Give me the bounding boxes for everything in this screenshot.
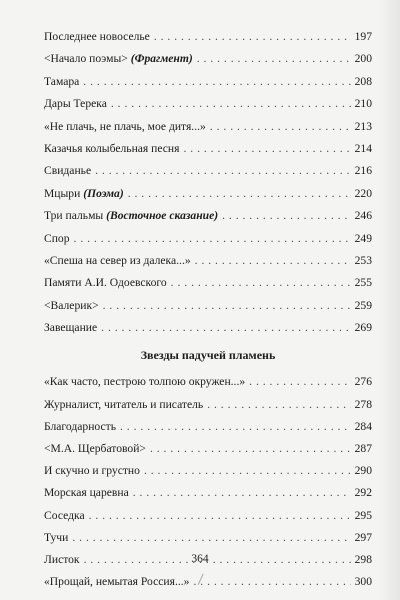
toc-entry-title bbox=[44, 460, 140, 482]
toc-entry-title-text: Казачья колыбельная песня bbox=[44, 141, 180, 155]
toc-entry-title-text: <Начало поэмы> bbox=[44, 52, 131, 66]
toc-entry-title-text: Тамара bbox=[44, 74, 80, 88]
toc-entry-title bbox=[44, 438, 146, 460]
toc-entry-page: 287 bbox=[354, 442, 372, 456]
toc-entry bbox=[44, 527, 372, 549]
dot-leader bbox=[83, 71, 350, 93]
toc-entry-page: 253 bbox=[354, 253, 372, 267]
dot-leader bbox=[111, 93, 351, 115]
toc-entry-title bbox=[44, 250, 191, 272]
toc-entry bbox=[44, 394, 372, 416]
toc-entry-title-text: <М.А. Щербатовой> bbox=[44, 442, 146, 456]
toc-entry-title bbox=[44, 416, 116, 438]
toc-entry-title-text: Морская царевна bbox=[44, 486, 129, 500]
toc-entry bbox=[44, 138, 372, 160]
toc-entry-title-text: Тучи bbox=[44, 530, 69, 544]
dot-leader bbox=[133, 482, 351, 504]
toc-entry bbox=[44, 505, 372, 527]
toc-entry-page: 295 bbox=[354, 508, 372, 522]
dot-leader bbox=[103, 295, 351, 317]
dot-leader bbox=[197, 48, 351, 70]
dot-leader bbox=[89, 505, 351, 527]
dot-leader bbox=[144, 460, 351, 482]
dot-leader bbox=[207, 394, 350, 416]
dot-leader bbox=[150, 438, 351, 460]
toc-entry bbox=[44, 438, 372, 460]
toc-entry-title-text: «Прощай, немытая Россия...» bbox=[44, 575, 190, 589]
page-edge-shadow bbox=[378, 0, 400, 600]
toc-entry-title-text: Журналист, читатель и писатель bbox=[44, 397, 204, 411]
toc-entry-title bbox=[44, 571, 189, 593]
toc-entry-page: 284 bbox=[354, 419, 372, 433]
toc-entry-title-text: Соседка bbox=[44, 508, 85, 522]
toc-entry-title-text: И скучно и грустно bbox=[44, 464, 140, 478]
dot-leader bbox=[95, 160, 351, 182]
toc-entry bbox=[44, 317, 372, 339]
toc-entry-title bbox=[44, 116, 206, 138]
page-number: 364 bbox=[191, 553, 209, 565]
dot-leader bbox=[74, 228, 351, 250]
toc-entry bbox=[44, 160, 372, 182]
dot-leader bbox=[128, 183, 351, 205]
toc-entry-title bbox=[44, 371, 245, 393]
dot-leader bbox=[72, 527, 350, 549]
toc-entry bbox=[44, 460, 372, 482]
toc-entry-title bbox=[44, 317, 97, 339]
toc-entry-title-text: Мцыри bbox=[44, 186, 84, 200]
dot-leader bbox=[222, 205, 351, 227]
toc-entry-title bbox=[44, 272, 167, 294]
toc-entry bbox=[44, 48, 372, 70]
toc-entry-title-text: Свиданье bbox=[44, 164, 92, 178]
toc-entry bbox=[44, 272, 372, 294]
toc-entry-page: 292 bbox=[354, 486, 372, 500]
toc-entry-title-text: Три пальмы bbox=[44, 209, 107, 223]
toc-entry-subtitle: (Поэма) bbox=[83, 186, 124, 200]
toc-entry-title-text: Спор bbox=[44, 231, 70, 245]
toc-entry bbox=[44, 71, 372, 93]
dot-leader bbox=[210, 116, 351, 138]
dot-leader bbox=[171, 272, 351, 294]
toc-entry-title bbox=[44, 71, 79, 93]
toc-entry-page: 220 bbox=[354, 186, 372, 200]
toc-entry-title-text: «Как часто, пестрою толпою окружен...» bbox=[44, 375, 246, 389]
toc-entry-title-text: Дары Терека bbox=[44, 97, 107, 111]
toc-entry bbox=[44, 116, 372, 138]
toc-entry-title bbox=[44, 228, 70, 250]
toc-entry-title bbox=[44, 48, 193, 70]
toc-entry-subtitle: (Фрагмент) bbox=[130, 52, 193, 66]
toc-entry-title-text: «Спеша на север из далека...» bbox=[44, 253, 191, 267]
toc-entry bbox=[44, 183, 372, 205]
toc-entry bbox=[44, 250, 372, 272]
toc-entry-page: 276 bbox=[354, 375, 372, 389]
toc-entry-page: 255 bbox=[354, 276, 372, 290]
toc-entry-page: 278 bbox=[354, 397, 372, 411]
toc-entry-title-text: <Валерик> bbox=[44, 298, 99, 312]
toc-entry-title-text: Завещание bbox=[44, 321, 98, 335]
toc-entry-page: 246 bbox=[354, 209, 372, 223]
toc-entry bbox=[44, 205, 372, 227]
toc-entry-title bbox=[44, 394, 203, 416]
toc-entry-title-text: Благодарность bbox=[44, 419, 116, 433]
dot-leader bbox=[195, 250, 351, 272]
toc-entry bbox=[44, 228, 372, 250]
toc-entry bbox=[44, 571, 372, 593]
toc-entry-title bbox=[44, 482, 129, 504]
toc-list-part1 bbox=[44, 26, 372, 339]
toc-entry bbox=[44, 482, 372, 504]
toc-entry-page: 249 bbox=[354, 231, 372, 245]
dot-leader bbox=[101, 317, 350, 339]
toc-entry-page: 300 bbox=[354, 575, 372, 589]
table-of-contents bbox=[44, 26, 372, 593]
toc-entry-page: 297 bbox=[354, 530, 372, 544]
toc-entry-page: 290 bbox=[354, 464, 372, 478]
toc-entry-subtitle: (Восточное сказание) bbox=[106, 209, 219, 223]
section-heading: Звезды падучей пламень bbox=[140, 348, 276, 363]
dot-leader bbox=[120, 416, 351, 438]
toc-entry-title-text: Последнее новоселье bbox=[44, 30, 150, 43]
dot-leader bbox=[154, 26, 351, 48]
toc-entry-title bbox=[44, 505, 85, 527]
toc-entry-title bbox=[44, 183, 124, 205]
toc-entry-page: 213 bbox=[354, 119, 372, 133]
toc-entry-title bbox=[44, 26, 150, 48]
toc-entry-title-text: «Не плачь, не плачь, мое дитя...» bbox=[44, 119, 206, 133]
toc-entry-page: 197 bbox=[354, 30, 372, 43]
toc-entry-page: 210 bbox=[354, 97, 372, 111]
toc-entry-title bbox=[44, 138, 179, 160]
toc-entry bbox=[44, 26, 372, 48]
toc-entry-title bbox=[44, 295, 99, 317]
toc-entry-page: 259 bbox=[354, 298, 372, 312]
toc-entry-page: 269 bbox=[354, 321, 372, 335]
dot-leader bbox=[193, 571, 350, 593]
toc-entry-title-text: Листок bbox=[44, 552, 80, 566]
toc-entry-page: 216 bbox=[354, 164, 372, 178]
toc-entry bbox=[44, 93, 372, 115]
toc-entry-page: 200 bbox=[354, 52, 372, 66]
toc-entry-page: 214 bbox=[354, 141, 372, 155]
toc-entry-title-text: Памяти А.И. Одоевского bbox=[44, 276, 167, 290]
toc-entry-title bbox=[44, 205, 218, 227]
dot-leader bbox=[183, 138, 350, 160]
toc-entry-title bbox=[44, 527, 68, 549]
dot-leader bbox=[249, 371, 350, 393]
toc-entry-title bbox=[44, 160, 91, 182]
toc-entry bbox=[44, 371, 372, 393]
toc-entry-page: 298 bbox=[354, 552, 372, 566]
toc-entry-title bbox=[44, 93, 107, 115]
toc-entry bbox=[44, 295, 372, 317]
toc-entry-page: 208 bbox=[354, 74, 372, 88]
toc-entry bbox=[44, 416, 372, 438]
